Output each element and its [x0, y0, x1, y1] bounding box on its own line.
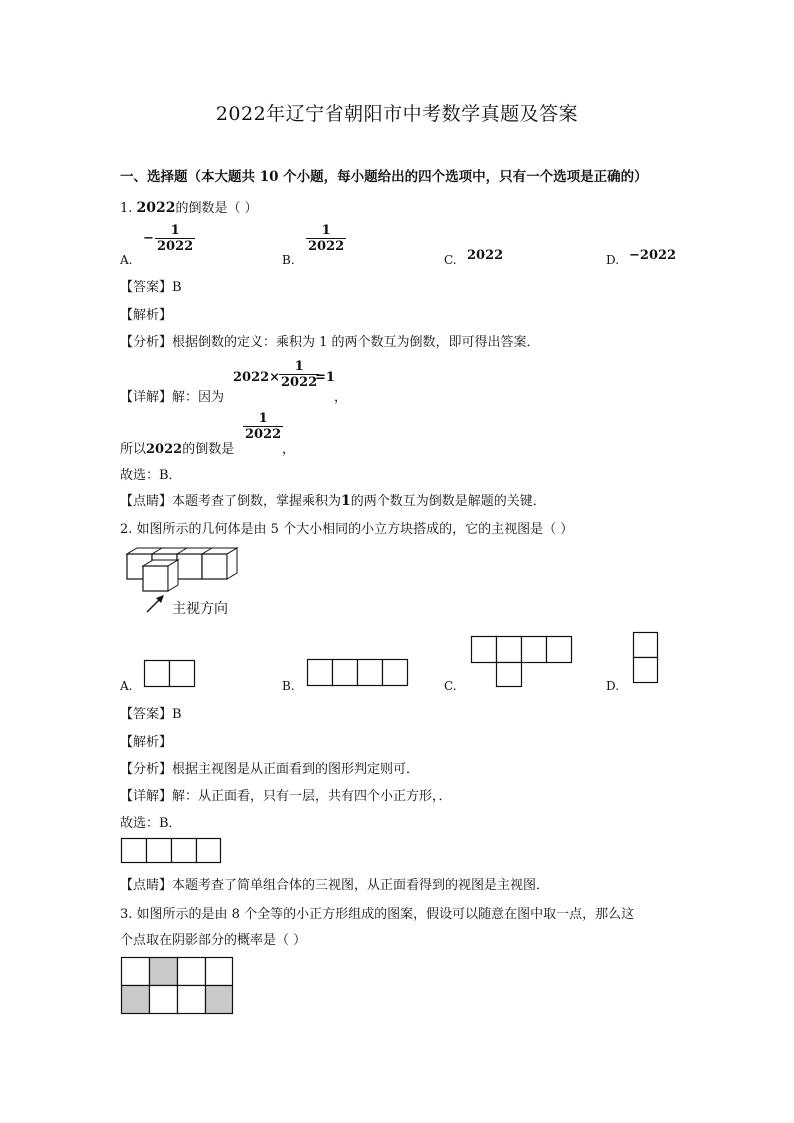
q1-choose: 故选：B． — [120, 468, 182, 483]
q3-grid-figure — [121, 957, 241, 1017]
q2-option-d-figure — [633, 632, 663, 692]
q1-detail-num: 1 — [294, 359, 304, 374]
q1-so-value: 2022 — [146, 442, 183, 457]
q1-option-d-value: −2022 — [629, 248, 677, 263]
q3-stem-line1: 3. 如图所示的是由 8 个全等的小正方形组成的图案，假设可以随意在图中取一点，那么这 — [120, 907, 635, 922]
page-title: 2022年辽宁省朝阳市中考数学真题及答案 — [215, 103, 579, 125]
q2-option-d-label: D. — [606, 679, 620, 693]
q2-choose: 故选：B． — [120, 816, 182, 831]
q1-option-a-fraction — [155, 223, 195, 255]
q1-fenxi: 【分析】根据倒数的定义：乘积为 1 的两个数互为倒数，即可得出答案． — [120, 335, 540, 350]
q2-option-c-label: C. — [444, 679, 457, 693]
q1-answer: 【答案】B — [120, 280, 182, 295]
q1-detail-math-right: =1 — [315, 370, 335, 385]
q1-point-suffix: 的两个数互为倒数是解题的关键． — [350, 494, 546, 509]
q1-point-prefix: 【点睛】本题考查了倒数，掌握乘积为 — [120, 494, 342, 509]
q1-so-comma: ， — [282, 442, 296, 457]
q1-option-c-value: 2022 — [467, 248, 504, 263]
q2-option-b-label: B. — [282, 679, 295, 693]
q2-option-b-figure — [307, 659, 417, 689]
q3-stem-line2: 个点取在阴影部分的概率是（ ） — [120, 933, 307, 948]
q1-option-b-num: 1 — [321, 223, 331, 238]
q1-option-b-den: 2022 — [308, 239, 345, 254]
q2-point: 【点睛】本题考查了简单组合体的三视图，从正面看得到的视图是主视图． — [120, 878, 550, 893]
q1-math-value: 2022 — [136, 200, 176, 216]
q1-so-prefix: 所以 — [120, 442, 147, 457]
q1-point-one: 1 — [341, 493, 351, 509]
q1-option-a-sign: − — [143, 231, 154, 246]
q1-stem — [120, 197, 258, 216]
q1-detail-math-left: 2022× — [233, 370, 281, 385]
q2-detail: 【详解】解：从正面看，只有一层，共有四个小正方形，． — [120, 789, 452, 804]
q1-so-num: 1 — [258, 411, 268, 426]
q1-option-b-fraction — [306, 223, 346, 255]
q1-stem-suffix: 的倒数是（ ） — [175, 201, 258, 216]
q2-option-c-figure — [471, 636, 581, 696]
q1-analysis: 【解析】 — [120, 308, 173, 323]
section-heading: 一、选择题（本大题共 10 个小题，每小题给出的四个选项中，只有一个选项是正确的） — [120, 169, 648, 185]
q1-option-a-num: 1 — [170, 223, 180, 238]
q1-detail-fraction — [279, 359, 319, 391]
q1-so-line — [120, 438, 234, 457]
q2-answer: 【答案】B — [120, 707, 182, 722]
q1-so-mid: 的倒数是 — [182, 442, 235, 457]
q1-option-a-label: A. — [120, 253, 133, 267]
q2-option-a-label: A. — [120, 679, 133, 693]
q2-fenxi: 【分析】根据主视图是从正面看到的图形判定则可． — [120, 762, 420, 777]
q1-option-d-label: D. — [606, 253, 620, 267]
q1-number: 1. — [120, 201, 133, 216]
q1-option-c-label: C. — [444, 253, 457, 267]
q1-option-a-den: 2022 — [157, 239, 194, 254]
q2-solution-figure — [121, 838, 231, 868]
q1-detail-prefix: 【详解】解：因为 — [120, 390, 225, 405]
q2-view-label: 主视方向 — [172, 601, 228, 617]
q1-option-b-label: B. — [282, 253, 295, 267]
q1-so-fraction — [243, 411, 283, 443]
q2-analysis: 【解析】 — [120, 735, 173, 750]
q1-detail-comma: ， — [334, 390, 348, 405]
q2-option-a-figure — [144, 660, 204, 690]
q2-stem: 2. 如图所示的几何体是由 5 个大小相同的小立方块搭成的，它的主视图是（ ） — [120, 522, 574, 537]
q1-detail-den: 2022 — [281, 375, 318, 390]
q1-point — [120, 490, 546, 509]
q1-so-den: 2022 — [245, 427, 282, 442]
